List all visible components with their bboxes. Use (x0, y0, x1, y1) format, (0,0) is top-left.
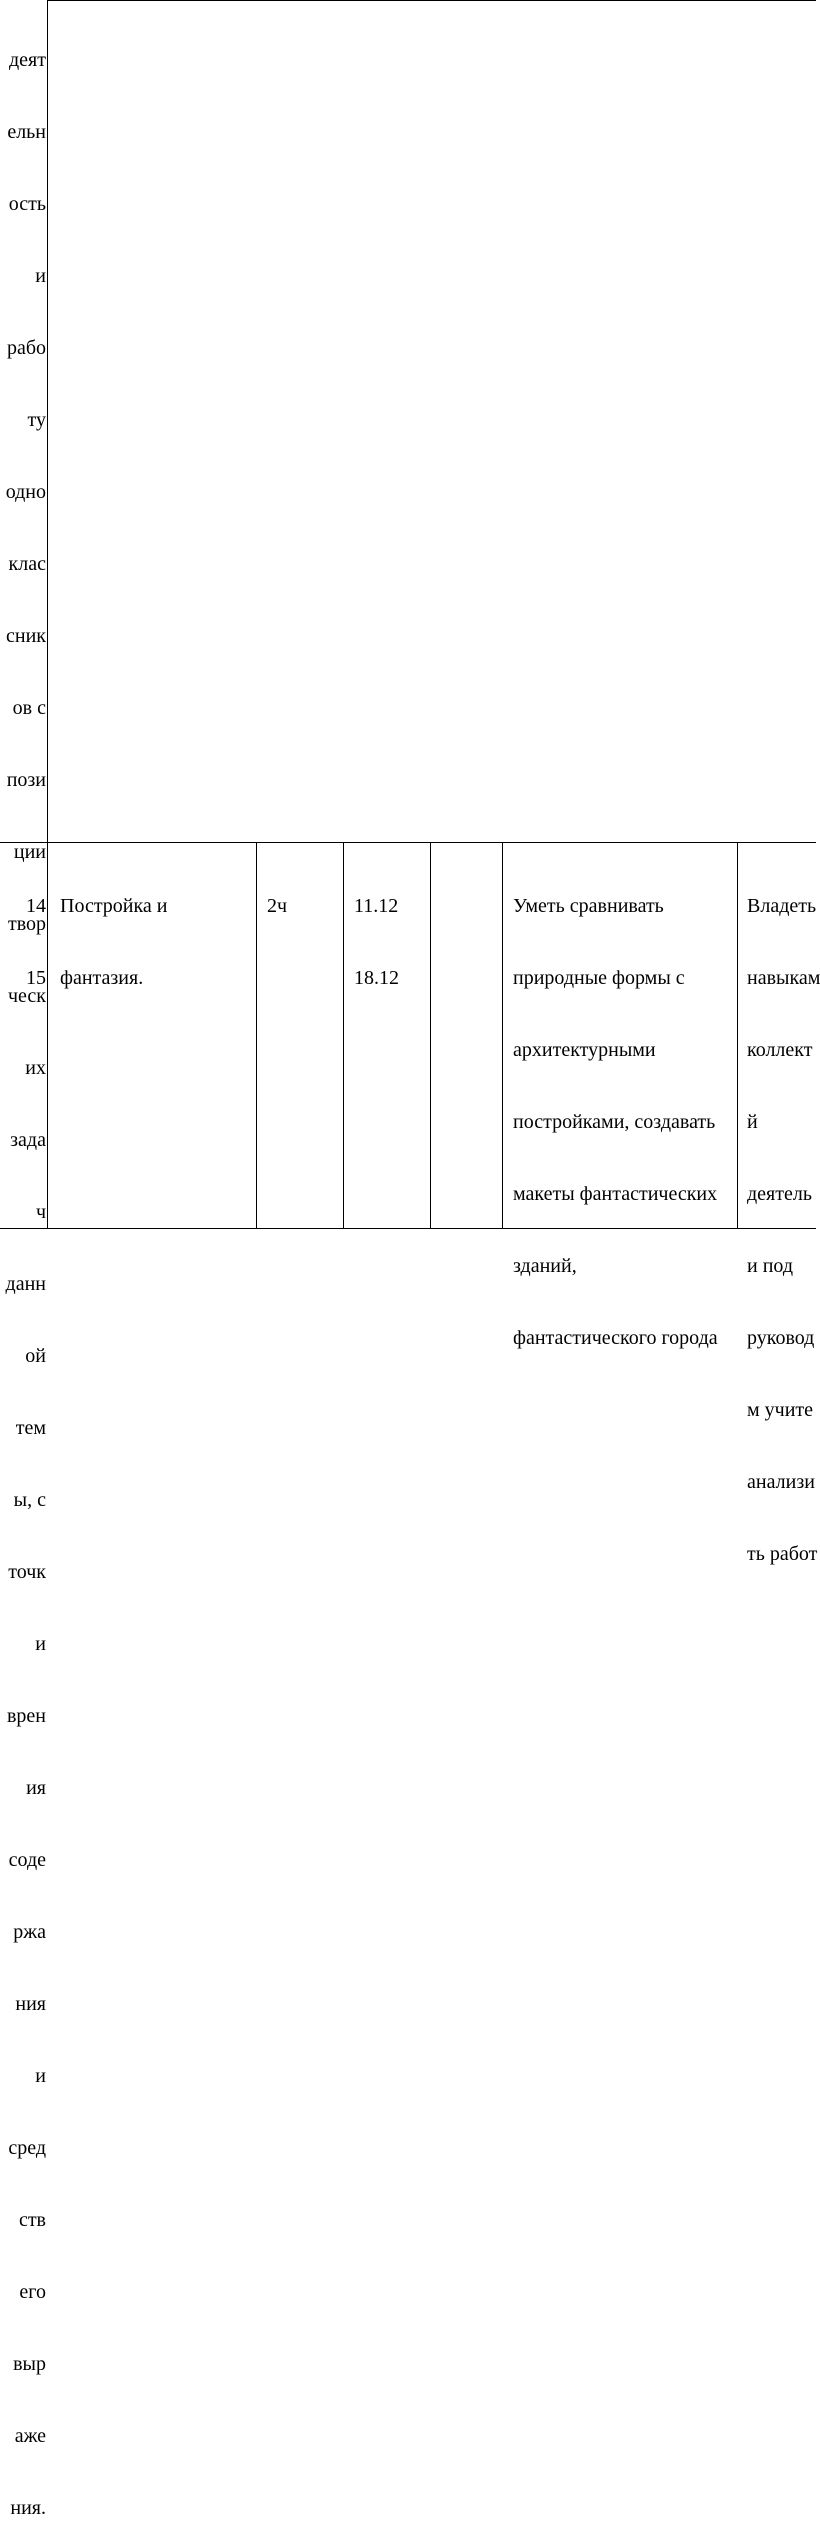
top-line: тем (15, 1417, 46, 1439)
meta-line: Владеть (747, 895, 817, 917)
meta-line: м учите (747, 1399, 814, 1421)
meta-line: и под (747, 1255, 794, 1277)
top-line: зада (10, 1129, 46, 1151)
result-line: зданий, (513, 1255, 577, 1277)
meta-line: навыкам (747, 967, 820, 989)
top-line: врен (6, 1705, 46, 1727)
top-line: его (19, 2281, 46, 2303)
top-line: ческ (7, 985, 46, 1007)
col-divider-3 (343, 842, 344, 1229)
top-line: клас (8, 553, 46, 575)
result-line: постройками, создавать (513, 1111, 716, 1133)
top-line: ой (25, 1345, 46, 1367)
top-line: ния (15, 1993, 46, 2015)
result-line: архитектурными (513, 1039, 656, 1061)
top-line: ов с (12, 697, 46, 719)
lesson-number: 15 (26, 967, 46, 989)
top-line: ту (27, 409, 46, 431)
col-divider-1 (47, 0, 48, 1229)
col-divider-6 (737, 842, 738, 1229)
top-line: ции (13, 841, 46, 863)
col-divider-5 (502, 842, 503, 1229)
hours-value: 2ч (267, 895, 288, 917)
top-line: их (25, 1057, 46, 1079)
meta-line: ть работ (747, 1543, 818, 1565)
top-line: пози (6, 769, 46, 791)
row-divider (0, 842, 816, 843)
top-line: и (35, 265, 46, 287)
top-line: сник (6, 625, 46, 647)
meta-line: анализи (747, 1471, 815, 1493)
result-line: природные формы с (513, 967, 685, 989)
result-line: макеты фантастических (513, 1183, 718, 1205)
result-line: Уметь сравнивать (513, 895, 664, 917)
lesson-number: 14 (26, 895, 46, 917)
top-line: ость (8, 193, 46, 215)
top-line: деят (9, 49, 46, 71)
result-line: фантастического города (513, 1327, 718, 1349)
hours-cell (267, 846, 339, 942)
topic-cell (60, 846, 252, 1014)
top-line: ния. (10, 2497, 46, 2519)
topic-line: фантазия. (60, 967, 144, 989)
col-divider-2 (256, 842, 257, 1229)
top-line: и (35, 1633, 46, 1655)
col-divider-4 (430, 842, 431, 1229)
topic-line: Постройка и (60, 895, 168, 917)
top-line: и (35, 2065, 46, 2087)
blank-cell (440, 846, 498, 918)
lesson-number-cell (0, 846, 46, 1014)
top-line: ия (26, 1777, 46, 1799)
top-line: выр (13, 2353, 46, 2375)
top-line: аже (14, 2425, 46, 2447)
subject-result-cell (513, 846, 735, 1374)
meta-result-cell (747, 846, 820, 1590)
meta-line: й (747, 1111, 758, 1133)
top-line: ржа (13, 1921, 46, 1943)
top-line: твор (7, 913, 46, 935)
meta-line: руковод (747, 1327, 815, 1349)
table-top-border (47, 0, 816, 1)
date-value: 18.12 (354, 967, 399, 989)
top-line: ств (18, 2209, 46, 2231)
top-line: точк (8, 1561, 46, 1583)
date-value: 11.12 (354, 895, 399, 917)
top-line: сред (8, 2137, 46, 2159)
top-line: ы, с (13, 1489, 46, 1511)
top-line: данн (5, 1273, 46, 1295)
dates-cell (354, 846, 426, 1014)
top-line: ч (35, 1201, 46, 1223)
top-line: одно (5, 481, 46, 503)
meta-line: деятель (747, 1183, 812, 1205)
top-line: ельн (7, 121, 46, 143)
top-line: соде (8, 1849, 46, 1871)
meta-line: коллект (747, 1039, 813, 1061)
top-line: рабо (6, 337, 46, 359)
